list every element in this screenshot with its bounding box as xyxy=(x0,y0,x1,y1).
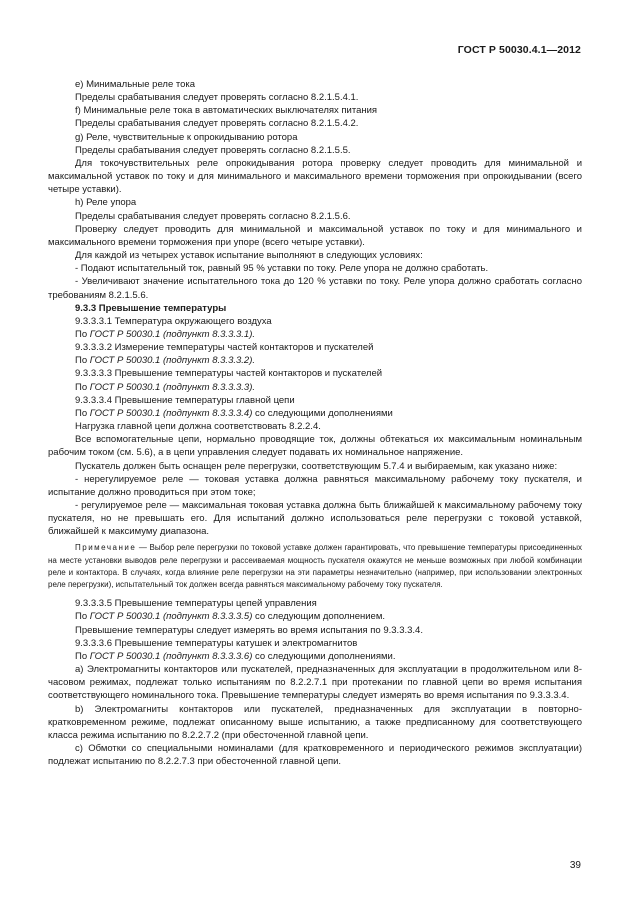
ref-prefix: По xyxy=(75,355,88,367)
note-block xyxy=(48,542,582,591)
paragraph: 9.3.3.3.4 Превышение температуры главной цепи xyxy=(75,394,295,406)
note-text: — Выбор реле перегрузки по токовой уставке должен гарантировать, что превышение температуры присоединенных на месте установки выводов реле перегрузки и рассеиваемая мощность пускателя окажутся не меньше возможных при любой комбинации реле и контактора. В случаях, когда влияние реле перегрузки на эти параметры незначительно (например, при использовании электронных реле перегрузки), испытательный ток должен всегда равняться максимальному рабочему току пускателя. xyxy=(48,543,582,590)
page-number: 39 xyxy=(569,860,581,871)
paragraph: h) Реле упора xyxy=(75,197,137,209)
paragraph: g) Реле, чувствительные к опрокидыванию ротора xyxy=(75,131,298,143)
reference-line xyxy=(48,381,582,394)
standard-reference: ГОСТ Р 50030.1 (подпункт 8.3.3.3.5) xyxy=(89,611,253,623)
paragraph: Пределы срабатывания следует проверять согласно 8.2.1.5.6. xyxy=(75,210,351,222)
paragraph: 9.3.3.3.3 Превышение температуры частей контакторов и пускателей xyxy=(75,368,383,380)
paragraph: Пределы срабатывания следует проверять согласно 8.2.1.5.4.1. xyxy=(75,92,359,104)
paragraph: 9.3.3.3.1 Температура окружающего воздуха xyxy=(75,315,272,327)
paragraph: - Увеличивают значение испытательного тока до 120 % уставки по току. Реле упора должно сработать согласно требованиям 8.2.1.5.6. xyxy=(48,276,582,301)
standard-reference: ГОСТ Р 50030.1 (подпункт 8.3.3.3.4) xyxy=(89,407,253,419)
paragraph: Пускатель должен быть оснащен реле перегрузки, соответствующим 5.7.4 и выбираемым, как указано ниже: xyxy=(75,460,558,472)
ref-prefix: По xyxy=(75,381,88,393)
ref-suffix: со следующими дополнениями. xyxy=(255,650,396,662)
paragraph: Нагрузка главной цепи должна соответствовать 8.2.2.4. xyxy=(75,421,321,433)
paragraph: b) Электромагниты контакторов или пускателей, предназначенных для эксплуатации в повторно-кратковременном режиме, подлежат описанному выше испытанию, а также предписанному для соответствующего класса режима испытанию по 8.2.2.7.2 (при обесточенной главной цепи. xyxy=(48,703,582,741)
paragraph: Пределы срабатывания следует проверять согласно 8.2.1.5.4.2. xyxy=(75,118,359,130)
ref-prefix: По xyxy=(75,407,88,419)
paragraph: Пределы срабатывания следует проверять согласно 8.2.1.5.5. xyxy=(75,144,351,156)
paragraph: - нерегулируемое реле — токовая уставка должна равняться максимальному рабочему току пускателя, и испытание должно проводиться при этом токе; xyxy=(48,473,582,498)
section-heading: 9.3.3 Превышение температуры xyxy=(75,302,227,314)
reference-line xyxy=(48,328,582,341)
standard-reference: ГОСТ Р 50030.1 (подпункт 8.3.3.3.3). xyxy=(89,381,256,393)
paragraph: - регулируемое реле — максимальная токовая уставка должна быть ближайшей к максимальному рабочему току пускателя, но не превышать его. Для испытаний должно использоваться реле перегрузки с токовой уставкой, ближайшей к максимуму диапазона. xyxy=(48,500,582,538)
document-code-header: ГОСТ Р 50030.4.1—2012 xyxy=(457,44,581,56)
standard-reference: ГОСТ Р 50030.1 (подпункт 8.3.3.3.2). xyxy=(89,355,256,367)
ref-suffix: со следующими дополнениями xyxy=(255,407,393,419)
paragraph: a) Электромагниты контакторов или пускателей, предназначенных для эксплуатации в продолжительном или 8-часовом режимах, подлежат только испытаниям по 8.2.2.7.1 при протекании по главной цепи во время испытания соответствующего номинального тока. Превышение температуры следует измерять во время испытания по 9.3.3.3.4. xyxy=(48,664,582,702)
paragraph: Для каждой из четырех уставок испытание выполняют в следующих условиях: xyxy=(75,250,423,262)
reference-line xyxy=(48,407,582,420)
paragraph: Для токочувствительных реле опрокидывания ротора проверку следует проводить для минимальной и максимальной уставок по току и для минимального и максимального времени торможения при опрокидывании (всего четыре уставки). xyxy=(48,157,582,196)
document-body xyxy=(48,78,582,768)
reference-line xyxy=(48,354,582,367)
paragraph: Проверку следует проводить для минимальной и максимальной уставок по току и для минимального и максимального времени торможения при упоре (всего четыре уставки). xyxy=(48,223,582,248)
ref-suffix: со следующим дополнением. xyxy=(255,611,386,623)
paragraph: c) Обмотки со специальными номиналами (для кратковременного и периодического режимов эксплуатации) подлежат испытанию по 8.2.2.7.3 при обесточенной главной цепи. xyxy=(48,743,582,768)
paragraph: f) Минимальные реле тока в автоматических выключателях питания xyxy=(75,105,378,117)
paragraph: 9.3.3.3.5 Превышение температуры цепей управления xyxy=(75,598,317,610)
paragraph: - Подают испытательный ток, равный 95 % уставки по току. Реле упора не должно сработать. xyxy=(75,263,489,275)
ref-prefix: По xyxy=(75,328,88,340)
note-label: Примечание xyxy=(75,543,137,553)
paragraph: Превышение температуры следует измерять во время испытания по 9.3.3.3.4. xyxy=(75,624,423,636)
paragraph: е) Минимальные реле тока xyxy=(75,79,196,90)
paragraph: Все вспомогательные цепи, нормально проводящие ток, должны обтекаться их максимальным номинальным рабочим током (см. 5.6), а в цепи управления следует подавать их номинальное напряжение. xyxy=(48,434,582,459)
paragraph: 9.3.3.3.6 Превышение температуры катушек и электромагнитов xyxy=(75,637,358,649)
reference-line xyxy=(48,610,582,623)
ref-prefix: По xyxy=(75,650,88,662)
standard-reference: ГОСТ Р 50030.1 (подпункт 8.3.3.3.1). xyxy=(89,328,256,340)
standard-reference: ГОСТ Р 50030.1 (подпункт 8.3.3.3.6) xyxy=(89,650,253,662)
paragraph: 9.3.3.3.2 Измерение температуры частей контакторов и пускателей xyxy=(75,342,374,354)
ref-prefix: По xyxy=(75,611,88,623)
reference-line xyxy=(48,650,582,663)
